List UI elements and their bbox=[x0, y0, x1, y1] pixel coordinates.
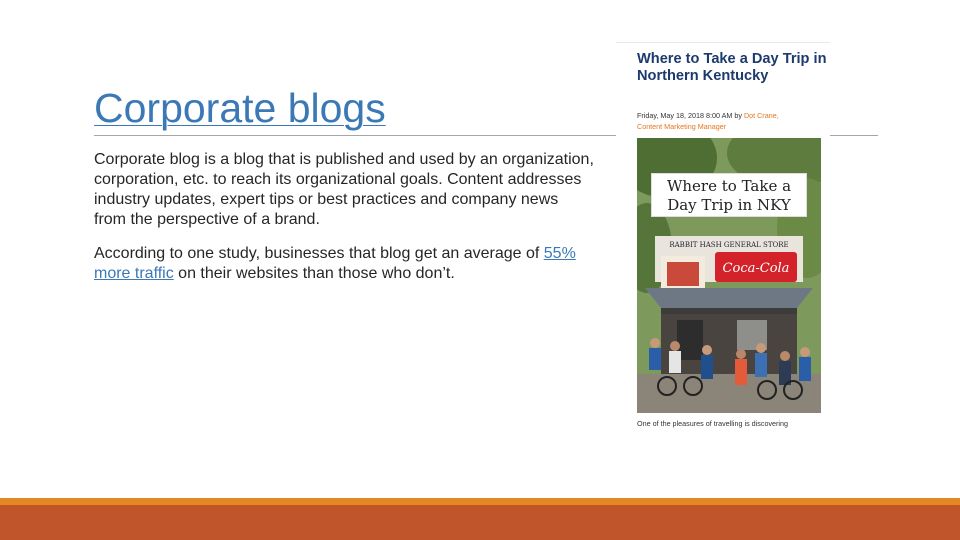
blog-post-photo bbox=[637, 138, 821, 413]
blog-post-author: Dot Crane, bbox=[743, 111, 779, 120]
store-sign-text: RABBIT HASH GENERAL STORE bbox=[669, 241, 789, 249]
paragraph-definition: Corporate blog is a blog that is published and used by an organization, corporation, etc. to reach its organizational goals. Content addresses industry updates, expert tips or best practices and company news from the perspective of a brand. bbox=[94, 151, 594, 228]
blog-post-author-role: Content Marketing Manager bbox=[637, 121, 727, 131]
soda-sign-text: Coca-Cola bbox=[722, 261, 790, 276]
paragraph-statistic bbox=[94, 244, 594, 284]
footer-band-accent bbox=[0, 498, 960, 505]
blog-post-meta bbox=[637, 111, 829, 132]
slide-title[interactable]: Corporate blogs bbox=[94, 85, 386, 131]
footer-band bbox=[0, 505, 960, 540]
photo-caption: Where to Take a Day Trip in NKY bbox=[651, 173, 807, 217]
blog-post-excerpt: One of the pleasures of travelling is discovering bbox=[637, 419, 789, 428]
slide-body bbox=[94, 150, 594, 298]
blog-post-date: Friday, May 18, 2018 8:00 AM by bbox=[637, 111, 744, 120]
blog-screenshot bbox=[616, 42, 830, 436]
statistic-text-after: on their websites than those who don’t. bbox=[173, 265, 455, 282]
traffic-link[interactable]: 55% more traffic bbox=[94, 245, 576, 282]
statistic-text-before: According to one study, businesses that blog get an average of bbox=[94, 245, 544, 262]
blog-post-title: Where to Take a Day Trip in Northern Kentucky bbox=[637, 51, 827, 84]
